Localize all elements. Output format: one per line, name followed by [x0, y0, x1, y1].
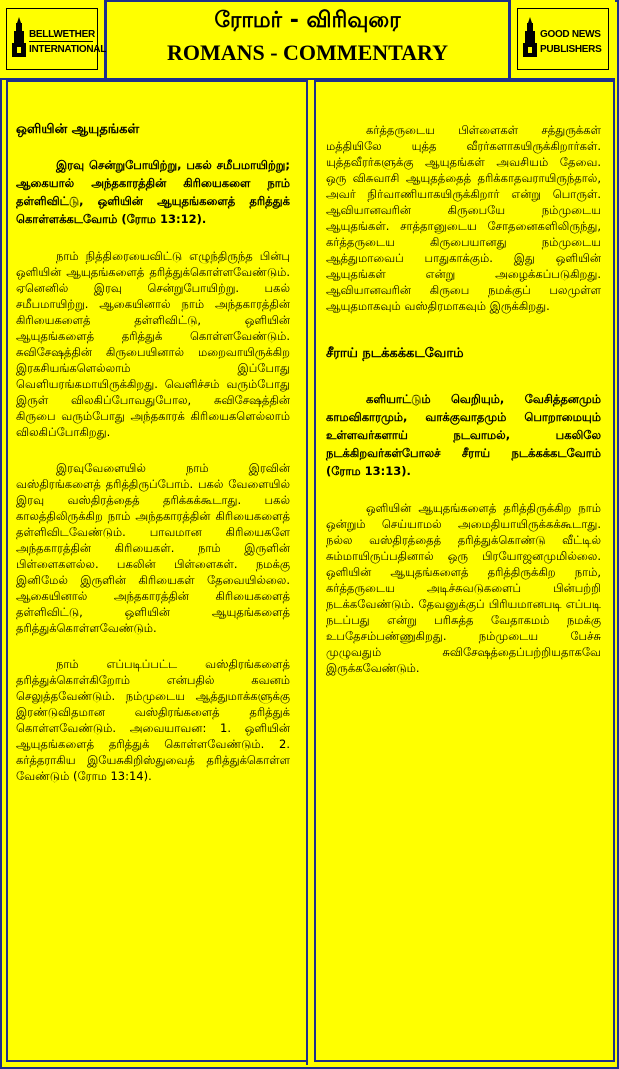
left-column [0, 80, 308, 1065]
logo-line1: BELLWETHER [29, 29, 95, 40]
title-area [108, 0, 507, 78]
logo-frame [517, 8, 609, 70]
header [0, 0, 615, 80]
bellwether-logo [0, 0, 107, 78]
paragraph: இரவுவேளையில் நாம் இரவின் வஸ்திரங்களைத் தரித்திருப்போம். பகல் வேளையில் இரவு வஸ்திரத்தைத் தரிக்கக்கூடாது. பகல் காலத்திலிருக்கிற நாம் அந்தகாரத்தின் கிரியைகளைத் தள்ளிவிடவேண்டும். பாவமான கிரியைகளே அந்தகாரத்தின் கிரியைகள். நாம் இருளின் பிள்ளைகளல்ல. பகலின் பிள்ளைகள். நமக்கு இனிமேல் இருளின் கிரியைகள் தேவையில்லை. ஆகையினால் அந்தகாரத்தின் கிரியைகளைத் தள்ளிவிட்டு, ஒளியின் ஆயுதங்களைத் தரித்துக்கொள்ளவேண்டும். [16, 461, 290, 635]
section-heading: ஒளியின் ஆயுதங்கள் [16, 122, 140, 137]
page-title-tamil: ரோமர் - விரிவுரை [214, 8, 401, 33]
logo-frame [6, 8, 107, 70]
good-news-logo [508, 0, 615, 78]
right-column [310, 80, 615, 1065]
verse-quote: இரவு சென்றுபோயிற்று, பகல் சமீபமாயிற்று; ஆகையால் அந்தகாரத்தின் கிரியைகளை நாம் தள்ளிவிட்டு, ஒளியின் ஆயுதங்களைத் தரித்துக் கொள்ளக்கடவோம் (ரோம 13:12). [16, 158, 290, 226]
logo-line2: INTERNATIONAL [29, 44, 107, 55]
bell-tower-icon [11, 17, 27, 59]
verse-quote: களியாட்டும் வெறியும், வேசித்தனமும் காமவிகாரமும், வாக்குவாதமும் பொறாமையும் உள்ளவர்களாய் நடவாமல், பகலிலே நடக்கிறவர்கள்போலச் சீராய் நடக்கக்கடவோம் (ரோம 13:13). [326, 392, 601, 478]
logo-line1: GOOD NEWS [540, 29, 601, 40]
paragraph: கர்த்தருடைய பிள்ளைகள் சத்துருக்கள் மத்தியிலே யுத்த வீரர்களாகயிருக்கிறார்கள். யுத்தவீரர்களுக்கு ஆயுதங்கள் அவசியம் தேவை. ஒரு விசுவாசி ஆயுதத்தைத் தரிக்காதவராயிருந்தால், அவர் நிர்வாணியாகயிருக்கிறார் என்று பொருள். ஆவியானவரின் கிருபையே நம்முடைய ஆயுதங்கள். சாத்தானுடைய சோதனைகளிலிருந்து, கர்த்தருடைய கிருபையானது நம்முடைய ஆத்துமாவைப் பாதுகாக்கும். இது ஒளியின் ஆயுதங்கள் என்று அழைக்கப்படுகிறது. ஆவியானவரின் கிருபை நமக்குப் பலமுள்ள ஆயுதமாகவும் வஸ்திரமாகவும் இருக்கிறது. [326, 123, 601, 313]
section-heading: சீராய் நடக்கக்கடவோம் [326, 346, 464, 361]
logo-divider [29, 41, 93, 42]
page-title-english: ROMANS - COMMENTARY [166, 40, 449, 65]
logo-line2: PUBLISHERS [540, 44, 602, 55]
paragraph: நாம் எப்படிப்பட்ட வஸ்திரங்களைத் தரித்துக்கொள்கிறோம் என்பதில் கவனம் செலுத்தவேண்டும். நம்முடைய ஆத்துமாக்களுக்கு இரண்டுவிதமான வஸ்திரங்களைத் தரித்துக் கொள்ளவேண்டும். அவையாவன: 1. ஒளியின் ஆயுதங்களைத் தரித்துக் கொள்ளவேண்டும். 2. கர்த்தராகிய இயேசுகிறிஸ்துவைத் தரித்துக்கொள்ள வேண்டும் (ரோம 13:14). [16, 657, 290, 783]
paragraph: நாம் நித்திரையைவிட்டு எழுந்திருந்த பின்பு ஒளியின் ஆயுதங்களைத் தரித்துக்கொள்ளவேண்டும். ஏனெனில் இரவு சென்றுபோயிற்று. பகல் சமீபமாயிற்று. ஆகையினால் நாம் அந்தகாரத்தின் கிரியைகளைத் தள்ளிவிட்டு, ஒளியின் ஆயுதங்களைத் தரித்துக் கொள்ளவேண்டும். சுவிசேஷத்தின் கிருபையினால் மறைவாயிருக்கிற இரகசியங்களெல்லாம் இப்போது வெளியரங்கமாயிருக்கிறது. வெளிச்சம் வரும்போது இருள் விலகிப்போவதுபோல, சுவிசேஷத்தின் கிருபை வரும்போது அந்தகாரக் கிரியைகளெல்லாம் விலகிப்போகிறது. [16, 249, 290, 439]
bell-tower-icon [522, 17, 538, 59]
paragraph: ஒளியின் ஆயுதங்களைத் தரித்திருக்கிற நாம் ஒன்றும் செய்யாமல் அமைதியாயிருக்கக்கூடாது. நல்ல வஸ்திரத்தைத் தரித்துக்கொண்டு வீட்டில் சும்மாயிருப்பதினால் ஒரு பிரயோஜனமுமில்லை. ஒளியின் ஆயுதங்களைத் தரித்திருக்கிற நாம், கர்த்தருடைய அடிச்சுவடுகளைப் பின்பற்றி நடக்கவேண்டும். தேவனுக்குப் பிரியமானபடி எப்படி நடப்பது என்று பரிசுத்த வேதாகமம் நமக்கு உபதேசம்பண்ணுகிறது. நம்முடைய பேச்சு முழுவதும் சுவிசேஷத்தைப்பற்றியதாகவே இருக்கவேண்டும். [326, 501, 601, 675]
